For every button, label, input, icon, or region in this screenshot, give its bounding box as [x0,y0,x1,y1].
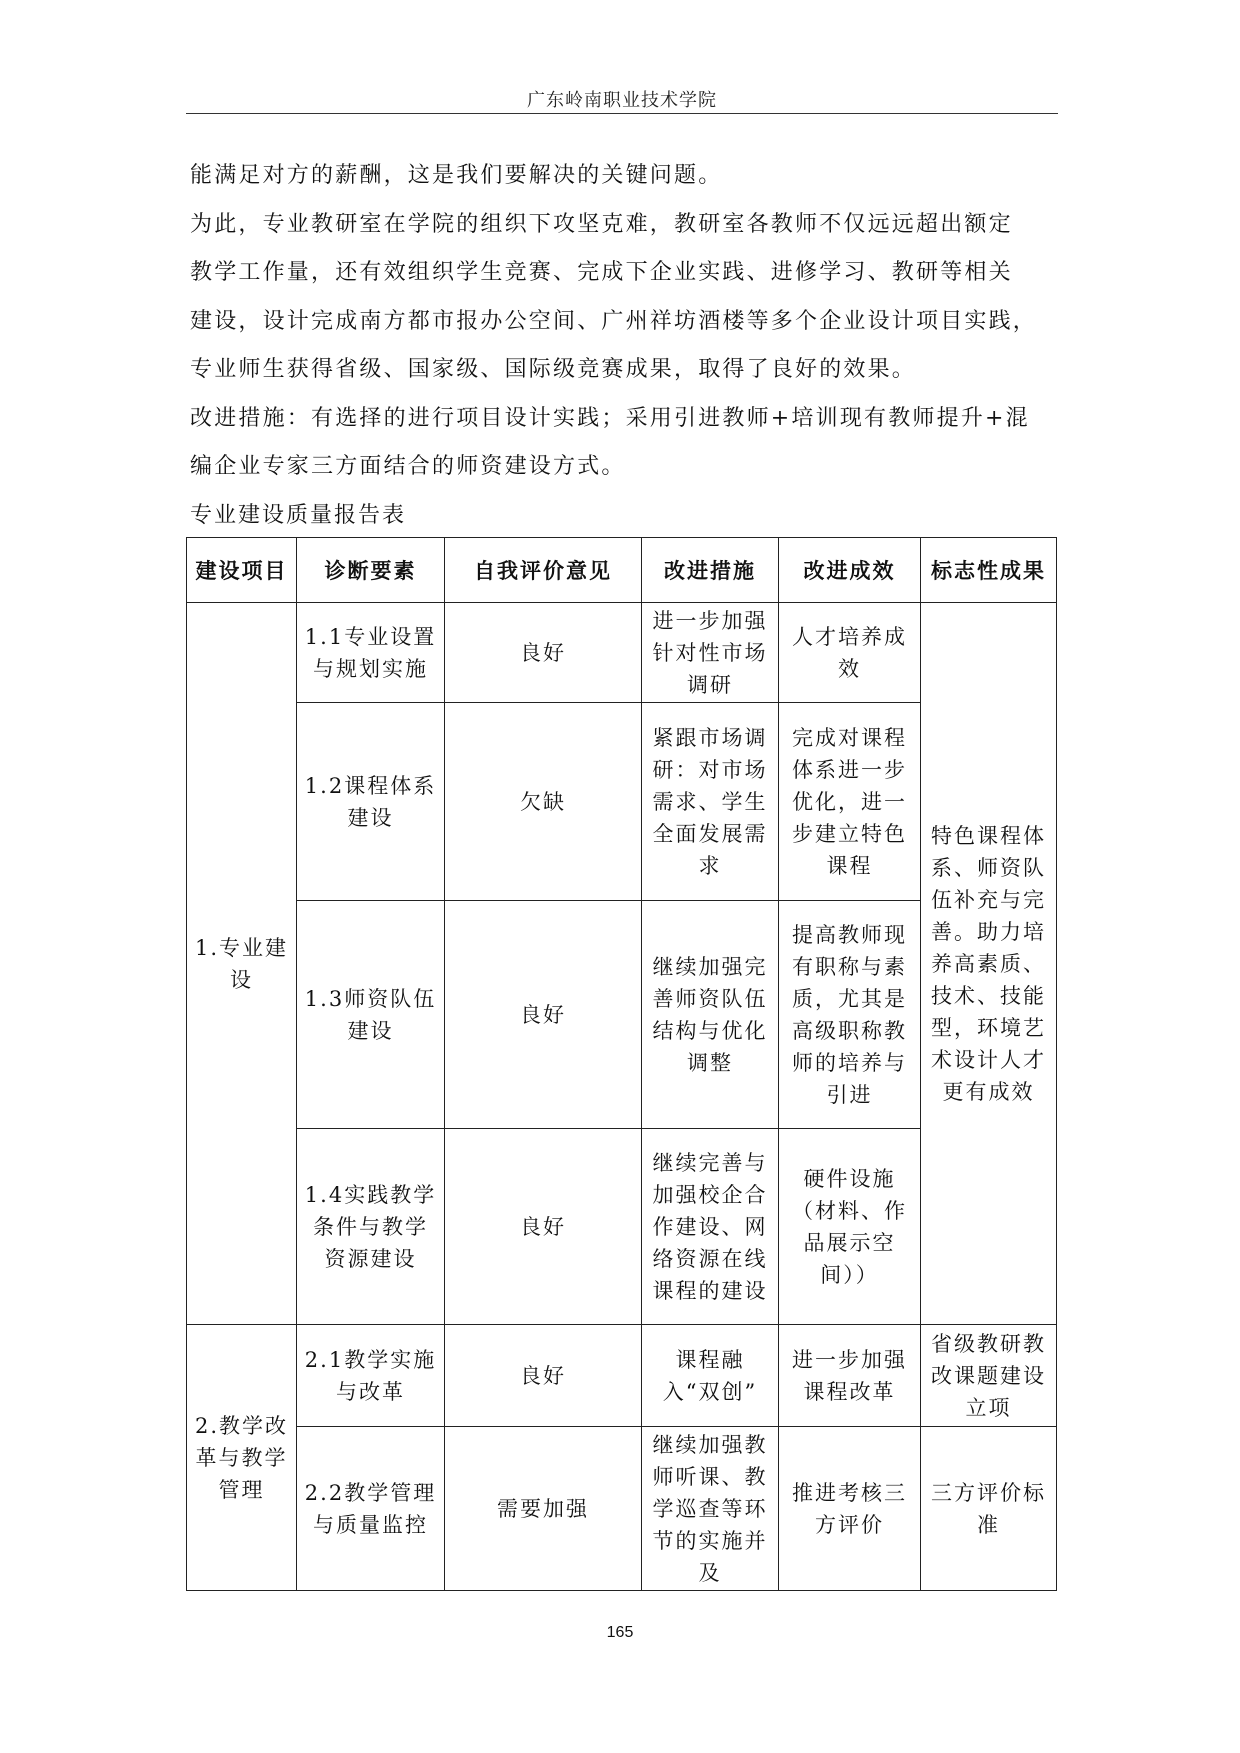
measure-cell: 进一步加强针对性市场调研 [642,603,779,703]
table-row [187,603,1057,703]
element-cell: 1.2课程体系建设 [297,703,445,901]
paragraph-line: 编企业专家三方面结合的师资建设方式。 [190,454,626,479]
evaluation-cell: 需要加强 [445,1427,642,1591]
effect-cell: 进一步加强课程改革 [779,1325,921,1427]
header-measure: 改进措施 [642,538,779,603]
element-cell: 1.1专业设置与规划实施 [297,603,445,703]
evaluation-cell: 欠缺 [445,703,642,901]
header-evaluation: 自我评价意见 [445,538,642,603]
page-number: 165 [606,1624,634,1641]
table-header-row [187,538,1057,603]
measure-cell: 紧跟市场调研：对市场需求、学生全面发展需求 [642,703,779,901]
header-outcome: 标志性成果 [921,538,1057,603]
project-cell: 2.教学改革与教学管理 [187,1325,297,1591]
table-row [187,1325,1057,1427]
evaluation-cell: 良好 [445,603,642,703]
body-text [190,152,1050,492]
measure-cell: 继续完善与加强校企合作建设、网络资源在线课程的建设 [642,1129,779,1325]
header-rule [186,113,1058,114]
measure-cell: 继续加强完善师资队伍结构与优化调整 [642,901,779,1129]
effect-cell: 推进考核三方评价 [779,1427,921,1591]
outcome-cell: 三方评价标准 [921,1427,1057,1591]
element-cell: 2.2教学管理与质量监控 [297,1427,445,1591]
outcome-cell: 特色课程体系、师资队伍补充与完善。助力培养高素质、技术、技能型，环境艺术设计人才更有成效 [921,603,1057,1325]
paragraph-line: 改进措施：有选择的进行项目设计实践；采用引进教师+培训现有教师提升+混 [190,405,1030,431]
running-header-title: 广东岭南职业技术学院 [527,90,717,111]
evaluation-cell: 良好 [445,901,642,1129]
effect-cell: 硬件设施（材料、作品展示空间）） [779,1129,921,1325]
element-cell: 2.1教学实施与改革 [297,1325,445,1427]
evaluation-cell: 良好 [445,1325,642,1427]
table-row [187,1427,1057,1591]
paragraph-line: 专业师生获得省级、国家级、国际级竞赛成果，取得了良好的效果。 [190,357,917,382]
project-cell: 1.专业建设 [187,603,297,1325]
table-caption: 专业建设质量报告表 [190,503,407,528]
effect-cell: 完成对课程体系进一步优化，进一步建立特色课程 [779,703,921,901]
header-project: 建设项目 [187,538,297,603]
element-cell: 1.3师资队伍建设 [297,901,445,1129]
effect-cell: 提高教师现有职称与素质，尤其是高级职称教师的培养与引进 [779,901,921,1129]
paragraph-line: 教学工作量，还有效组织学生竞赛、完成下企业实践、进修学习、教研等相关 [190,260,1013,285]
paragraph-line: 为此，专业教研室在学院的组织下攻坚克难，教研室各教师不仅远远超出额定 [190,211,1013,237]
evaluation-cell: 良好 [445,1129,642,1325]
outcome-cell: 省级教研教改课题建设立项 [921,1325,1057,1427]
quality-report-table [186,537,1057,1591]
effect-cell: 人才培养成效 [779,603,921,703]
header-element: 诊断要素 [297,538,445,603]
element-cell: 1.4实践教学条件与教学资源建设 [297,1129,445,1325]
paragraph-line: 建设，设计完成南方都市报办公空间、广州祥坊酒楼等多个企业设计项目实践， [190,308,1038,334]
measure-cell: 继续加强教师听课、教学巡查等环节的实施并及 [642,1427,779,1591]
paragraph-line: 能满足对方的薪酬，这是我们要解决的关键问题。 [190,163,723,188]
header-effect: 改进成效 [779,538,921,603]
measure-cell: 课程融入“双创” [642,1325,779,1427]
